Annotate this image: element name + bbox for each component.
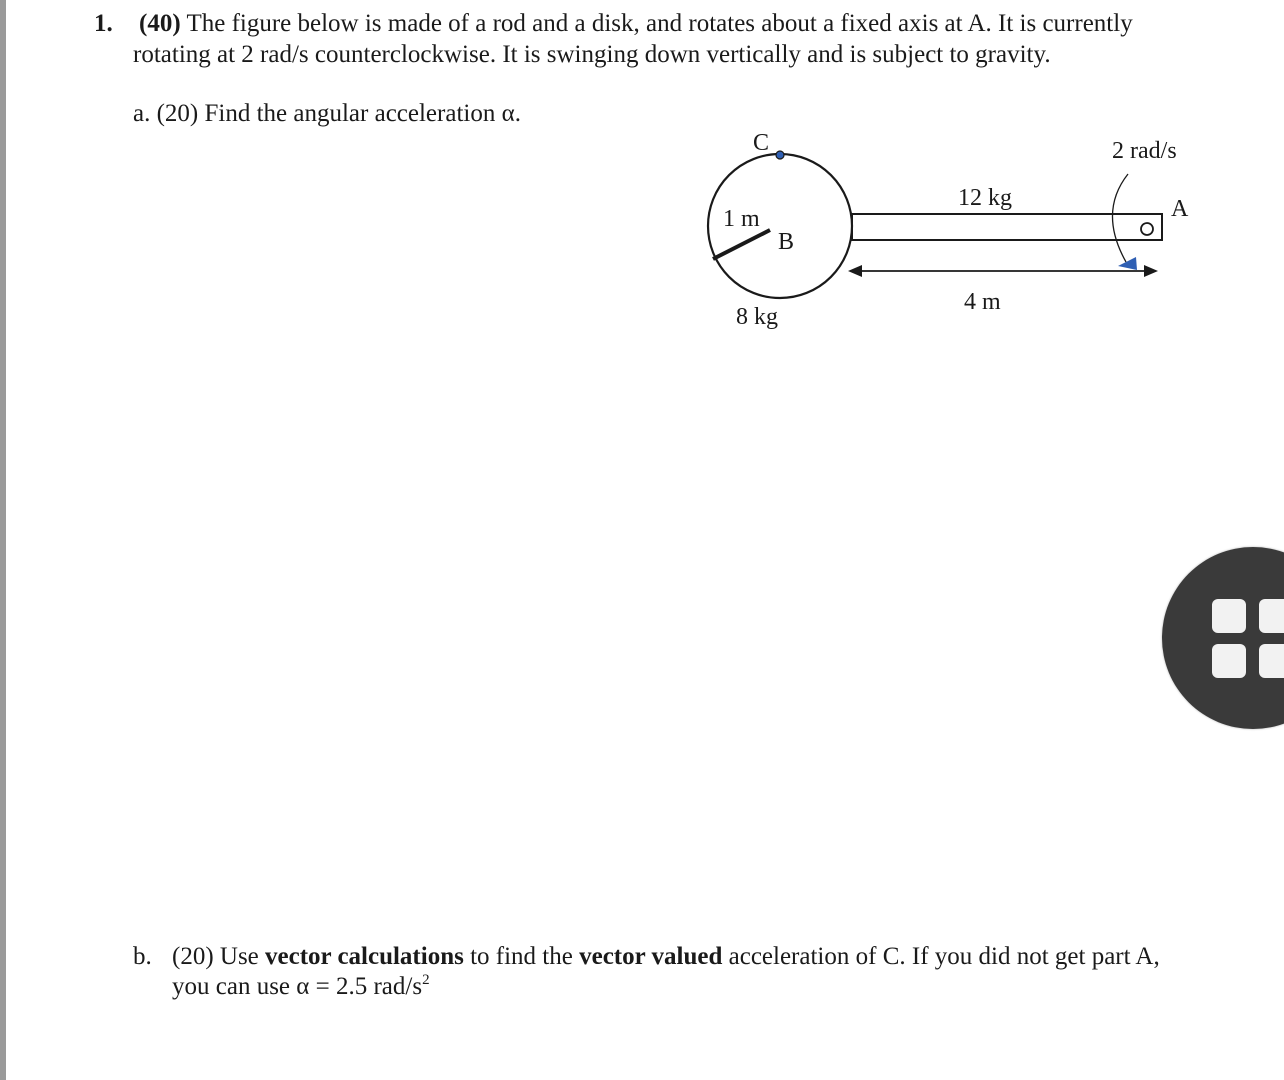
grid-cell — [1212, 644, 1246, 678]
label-radius: 1 m — [723, 206, 760, 232]
part-b-label: b. — [133, 943, 152, 970]
grid-cell — [1212, 599, 1246, 633]
label-angular-velocity: 2 rad/s — [1112, 138, 1177, 164]
label-length: 4 m — [964, 289, 1001, 315]
part-a-prompt: a. (20) Find the angular acceleration α. — [133, 100, 521, 127]
part-b-line-1 — [172, 941, 1160, 973]
dimension-right-arrow-icon — [1144, 265, 1158, 277]
part-b-emphasis-1: vector calculations — [265, 943, 464, 970]
rotation-arc — [1112, 174, 1128, 262]
label-b: B — [778, 229, 795, 255]
point-c-marker — [776, 151, 784, 159]
question-line1-text: The figure below is made of a rod and a disk, and rotates about a fixed axis at A. It is currently — [180, 10, 1133, 37]
part-b-exponent: 2 — [422, 972, 430, 988]
question-number: 1. — [94, 10, 113, 37]
grid-cell — [1259, 644, 1284, 678]
grid-cell — [1259, 599, 1284, 633]
label-c: C — [753, 130, 770, 156]
rotation-arrowhead-icon — [1118, 257, 1137, 270]
question-points: (40) — [139, 10, 181, 37]
part-b-emphasis-2: vector valued — [579, 943, 723, 970]
part-b-line-2 — [172, 971, 430, 1003]
label-a: A — [1171, 196, 1189, 222]
dimension-left-arrow-icon — [848, 265, 862, 277]
part-b-text-3: acceleration of C. If you did not get part A, — [722, 943, 1160, 970]
label-disk-mass: 8 kg — [736, 304, 778, 330]
part-b-text-1: (20) Use — [172, 943, 266, 970]
question-text-line-2: rotating at 2 rad/s counterclockwise. It is swinging down vertically and is subject to gravity. — [133, 41, 1051, 68]
part-b-hint: you can use α = 2.5 rad/s — [172, 973, 423, 1000]
label-rod-mass: 12 kg — [958, 185, 1012, 211]
pivot-a-marker — [1141, 223, 1153, 235]
radius-line — [713, 230, 770, 259]
part-b-text-2: to find the — [463, 943, 580, 970]
